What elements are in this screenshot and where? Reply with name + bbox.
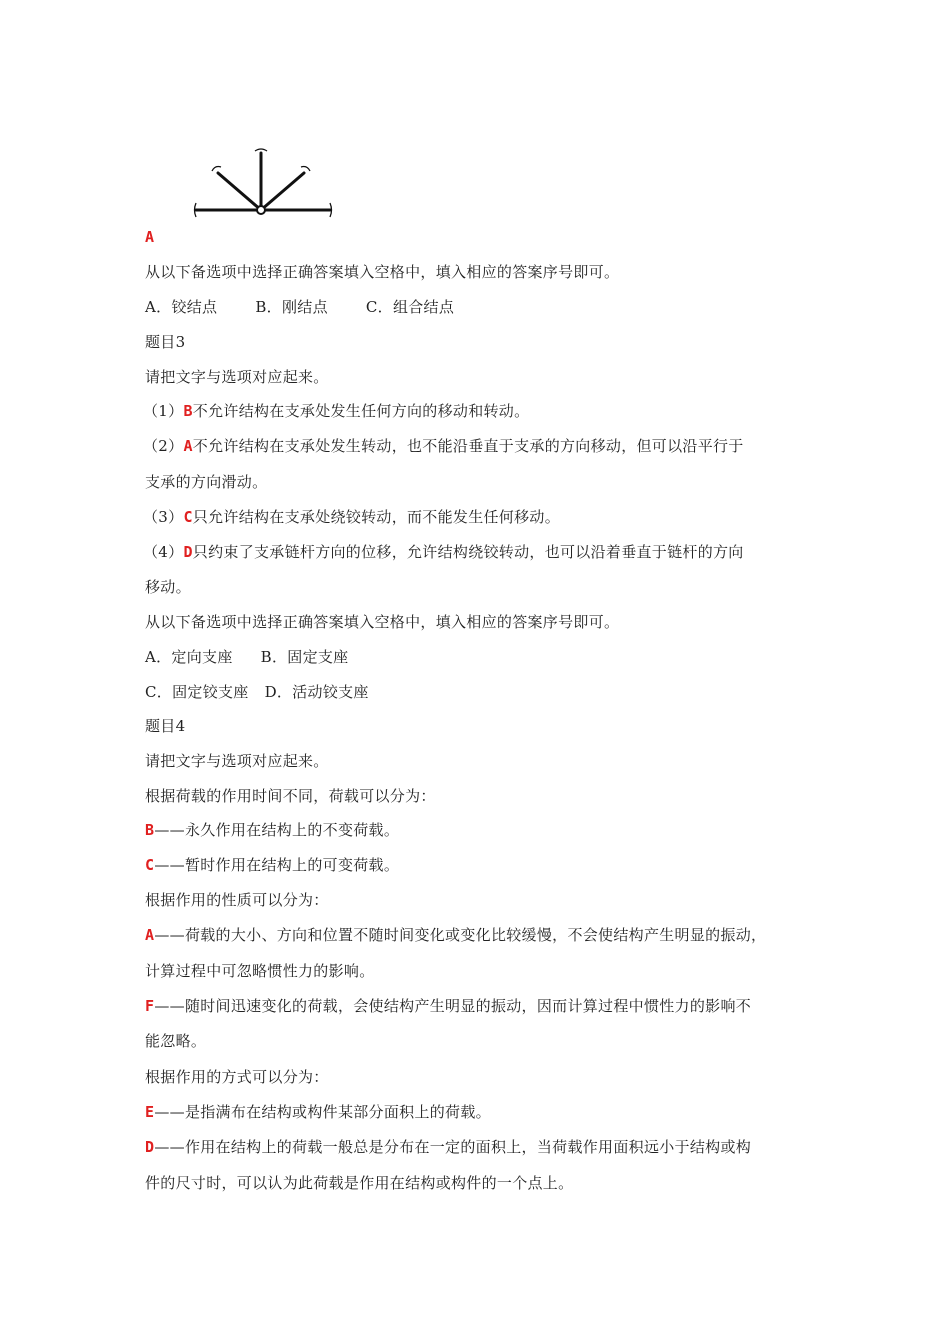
- item-number: （1）: [143, 402, 184, 420]
- answer-letter: C: [145, 856, 155, 874]
- q3-item-4-cont: 移动。: [145, 578, 191, 596]
- q4-g2-item-1-cont: 计算过程中可忽略惯性力的影响。: [145, 962, 375, 980]
- answer-letter: E: [145, 1103, 155, 1121]
- item-text: ——随时间迅速变化的荷载，会使结构产生明显的振动，因而计算过程中惯性力的影响不: [154, 997, 752, 1015]
- item-number: （3）: [143, 508, 184, 526]
- item-text: ——是指满布在结构或构件某部分面积上的荷载。: [154, 1103, 491, 1121]
- answer-letter: C: [183, 508, 193, 526]
- item-text: 只允许结构在支承处绕铰转动，而不能发生任何移动。: [192, 508, 560, 526]
- item-text: 不允许结构在支承处发生转动，也不能沿垂直于支承的方向移动，但可以沿平行于: [192, 437, 744, 455]
- q4-group3-head: 根据作用的方式可以分为：: [145, 1068, 329, 1086]
- q4-g3-item-1: [145, 1102, 491, 1122]
- q4-g1-item-2: [145, 855, 399, 875]
- item-text: ——作用在结构上的荷载一般总是分布在一定的面积上，当荷载作用面积远小于结构或构: [154, 1138, 752, 1156]
- option-b: B．刚结点: [255, 298, 328, 316]
- q2-instruction: 从以下备选项中选择正确答案填入空格中，填入相应的答案序号即可。: [145, 263, 620, 281]
- answer-letter: D: [145, 1138, 155, 1156]
- q3-item-3: [143, 507, 560, 527]
- q3-item-2-cont: 支承的方向滑动。: [145, 473, 268, 491]
- q4-g2-item-2-cont: 能忽略。: [145, 1032, 207, 1050]
- q4-group1-head: 根据荷载的作用时间不同，荷载可以分为：: [145, 787, 436, 805]
- q4-group2-head: 根据作用的性质可以分为：: [145, 891, 329, 909]
- q4-g3-item-2: [145, 1137, 751, 1157]
- q3-title: 题目3: [145, 333, 186, 351]
- item-text: 只约束了支承链杆方向的位移，允许结构绕铰转动，也可以沿着垂直于链杆的方向: [192, 543, 744, 561]
- q2-options: [145, 297, 454, 317]
- item-text: 不允许结构在支承处发生任何方向的移动和转动。: [192, 402, 530, 420]
- answer-letter: A: [145, 228, 155, 246]
- answer-letter: B: [183, 402, 193, 420]
- q3-item-4: [143, 542, 744, 562]
- option-c: C．组合结点: [365, 298, 455, 316]
- q4-g1-item-1: [145, 820, 399, 840]
- q3-prompt: 请把文字与选项对应起来。: [145, 368, 329, 386]
- q4-title: 题目4: [145, 717, 186, 735]
- answer-letter: A: [145, 926, 155, 944]
- q3-item-1: [143, 401, 529, 421]
- option-d: D．活动铰支座: [264, 683, 369, 701]
- item-number: （4）: [143, 543, 184, 561]
- q3-options-row2: [145, 682, 369, 702]
- option-c: C．固定铰支座: [145, 683, 249, 701]
- answer-letter: B: [145, 821, 155, 839]
- q4-g2-item-2: [145, 996, 751, 1016]
- answer-letter: F: [145, 997, 155, 1015]
- q2-answer: [145, 227, 154, 247]
- item-text: ——永久作用在结构上的不变荷载。: [154, 821, 400, 839]
- option-b: B．固定支座: [260, 648, 349, 666]
- q4-prompt: 请把文字与选项对应起来。: [145, 752, 329, 770]
- item-text: ——荷载的大小、方向和位置不随时间变化或变化比较缓慢，不会使结构产生明显的振动，: [154, 926, 767, 944]
- q4-g3-item-2-cont: 件的尺寸时，可以认为此荷载是作用在结构或构件的一个点上。: [145, 1174, 574, 1192]
- hinge-joint-diagram: [188, 145, 338, 220]
- q3-item-2: [143, 436, 744, 456]
- item-text: ——暂时作用在结构上的可变荷载。: [154, 856, 400, 874]
- option-a: A．铰结点: [145, 298, 218, 316]
- item-number: （2）: [143, 437, 184, 455]
- option-a: A．定向支座: [145, 648, 233, 666]
- q4-g2-item-1: [145, 925, 766, 945]
- q3-options-row1: [145, 647, 348, 667]
- q3-instruction: 从以下备选项中选择正确答案填入空格中，填入相应的答案序号即可。: [145, 613, 620, 631]
- answer-letter: A: [183, 437, 193, 455]
- answer-letter: D: [183, 543, 193, 561]
